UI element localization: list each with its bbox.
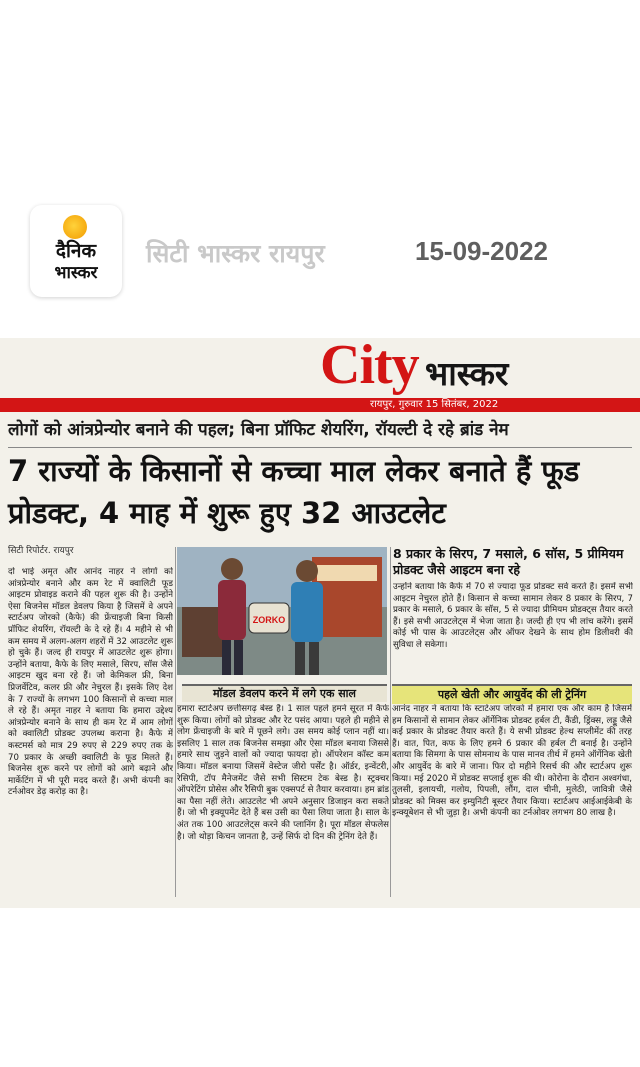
section-body-model: हमारा स्टार्टअप छत्तीसगढ़ बेस्ड है। 1 साल पहले हमने सूरत में कैफे शुरू किया। लोगों को प्रोडक्ट और रेट पसंद आया। पहले ही महीने से लोग फ्रेंचाइजी के बारे में पूछने लगे। उस समय कोई प्लान नहीं था। इसलिए 1 साल तक बिजनेस समझा और ऐसा मॉडल बनाया जिससे हमारे साथ जुड़ने वालों को ज्यादा फायदा हो। ऑपरेशन कॉस्ट कम किया। मॉडल बनाया जिसमें वेस्टेज जीरो पर्सेंट है। ऑर्डर, इन्वेंटरी, रेसिपी, टॉप मैनेजमेंट जैसे सभी सिस्टम टेक बेस्ड है। स्ट्रक्चर ऑपरेटिंग प्रोसेस और रैसिपी बुक एक्सपर्ट से तैयार करवाया। हम ब्रांड का पैसा नहीं लेते। आउटलेट भी अपने अनुसार डिजाइन करा सकते हैं। जो भी इक्यूपमेंट देते हैं बस उसी का पैसा लिया जाता है। साल के अंत तक 100 आउटलेट्स करने की प्लानिंग है। पूरा मॉडल सेफलेस है। जो थोड़ा किचन जानता है, उन्हें सिर्फ दो दिन की ट्रेनिंग देते हैं। — [177, 704, 389, 842]
dainik-bhaskar-logo — [30, 205, 122, 297]
article-subhead: 8 प्रकार के सिरप, 7 मसाले, 6 सॉस, 5 प्रीमियम प्रोडक्ट जैसे आइटम बना रहे — [393, 546, 624, 577]
article-right-column: उन्होंने बताया कि कैफे में 70 से ज्यादा फूड प्रोडक्ट सर्व करते हैं। इसमें सभी आइटम नेचुरल होते हैं। किसान से कच्चा सामान लेकर 8 प्रकार के सिरप, 7 प्रकार के मसाले, 6 प्रकार के सॉस, 5 से ज्यादा प्रीमियम प्रोडक्ट्स तैयार करते हैं। इसे सभी आउटलेट्स में भेजा जाता है। जल्दी ही एप भी लांच करेंगे। इसमें कोई भी पास के आउटलेट्स और ऑफर देखने के साथ होम डिलीवरी की सुविधा ले सकेगा। — [393, 582, 633, 650]
section-body-training: आनंद नाहर ने बताया कि स्टार्टअप जोरको में हमारा एक और काम है जिसमें हम किसानों से सामान लेकर ऑर्गेनिक प्रोडक्ट हर्बल टी, कैंडी, ड्रिंक्स, लड्डू जैसे कई प्रकार के प्रोडक्ट तैयार करते हैं। ये सभी प्रोडक्ट हेल्थ सप्लीमेंट की तरह हैं। वात, पित, कफ के लिए हमने 6 प्रकार की हर्बल टी बनाई है। उन्होंने बताया कि सिमगा के पास सोमनाथ के पास मानव तीर्थ में हमने ऑर्गेनिक खेती और आयुर्वेद के बारे में जाना। फिर दो महीने रिसर्च की और स्टार्टअप शुरू किया। मई 2020 में प्रोडक्ट सप्लाई शुरू की थी। कोरोना के दौरान अश्वगंधा, तुलसी, इलायची, गलोय, पिपली, लौंग, दाल चीनी, मुलेठी, जावित्री जैसे प्रोडक्ट को मिक्स कर इम्युनिटी बूस्टर तैयार किया। स्टार्टअप आईआईकेबी के इन्क्यूबेशन से भी जुड़ा है। अभी कंपनी का टर्नओवर लगभग 80 लाख है। — [392, 704, 632, 819]
section-heading-training: पहले खेती और आयुर्वेद की ली ट्रेनिंग — [392, 684, 632, 704]
edition-title: सिटी भास्कर रायपुर — [146, 239, 325, 268]
founders-photo — [177, 547, 387, 675]
masthead-red-bar — [0, 398, 640, 412]
photo-illustration — [177, 547, 387, 675]
article-kicker: लोगों को आंत्रप्रेन्योर बनाने की पहल; बिना प्रॉफिट शेयरिंग, रॉयल्टी दे रहे ब्रांड नेम — [8, 420, 509, 440]
article-byline: सिटी रिपोर्टर. रायपुर — [8, 546, 74, 556]
sun-icon — [63, 215, 87, 239]
column-divider — [175, 547, 176, 897]
article-headline: 7 राज्यों के किसानों से कच्चा माल लेकर बनाते हैं फूड प्रोडक्ट, 4 माह में शुरू हुए 32 आउटलेट — [8, 454, 580, 530]
section-heading-model: मॉडल डेवलप करने में लगे एक साल — [182, 684, 387, 702]
article-left-column: दो भाई अमृत और आनंद नाहर ने लोगों को आंत्रप्रेन्योर बनाने और कम रेट में क्वालिटी फूड आइटम प्रोवाइड कराने की पहल शुरू की है। उन्होंने ऐसा बिजनेस मॉडल डेवलप किया है जिसमें वे अपने स्टार्टअप जोरको (कैफे) की फ्रेंचाइजी बिना किसी प्रॉफिट शेयरिंग, रॉयल्टी के दे रहे हैं। 4 महीने से भी कम समय में अलग-अलग शहरों में 32 आउटलेट शुरू हो चुके हैं। जल्द ही रायपुर में आउटलेट शुरू होगा। उन्होंने बताया, कैफे के लिए मसाले, सिरप, सॉस जैसे आइटम खुद बना रहे हैं। जो केमिकल फ्री, बिना प्रिजर्वेटिव, कलर फ्री और नेचुरल हैं। इसके लिए देश के 7 राज्यों के लगभग 100 किसानों से कच्चा माल ले रहे हैं। अमृत नाहर ने बताया कि हमारा उद्देश्य आंत्रप्रेन्योर बनाने के साथ ही कम रेट में आम लोगों को क्वालिटी प्रोडक्ट उपलब्ध कराना है। कैफे में कस्टमर्स को मात्र 29 रुपए से 229 रुपए तक के 70 प्रकार के अच्छी क्वालिटी के फूड मिलते हैं। बिजनेस शुरू करने पर लोगों को आगे बढ़ाने और मार्केटिंग में भी पूरी मदद करते हैं। अभी कंपनी का टर्नओवर डेढ़ करोड़ का है। — [8, 567, 173, 798]
logo-text-bottom: भास्कर — [54, 263, 98, 283]
photo-sign-text: ZORKO — [252, 615, 286, 625]
masthead-city: City — [320, 334, 419, 396]
masthead-dateline: रायपुर, गुरुवार 15 सितंबर, 2022 — [370, 399, 499, 410]
column-divider — [390, 547, 391, 897]
masthead-bhaskar: भास्कर — [425, 354, 509, 393]
divider — [8, 447, 632, 448]
publication-date: 15-09-2022 — [415, 236, 548, 266]
logo-text-top: दैनिक — [55, 240, 97, 262]
